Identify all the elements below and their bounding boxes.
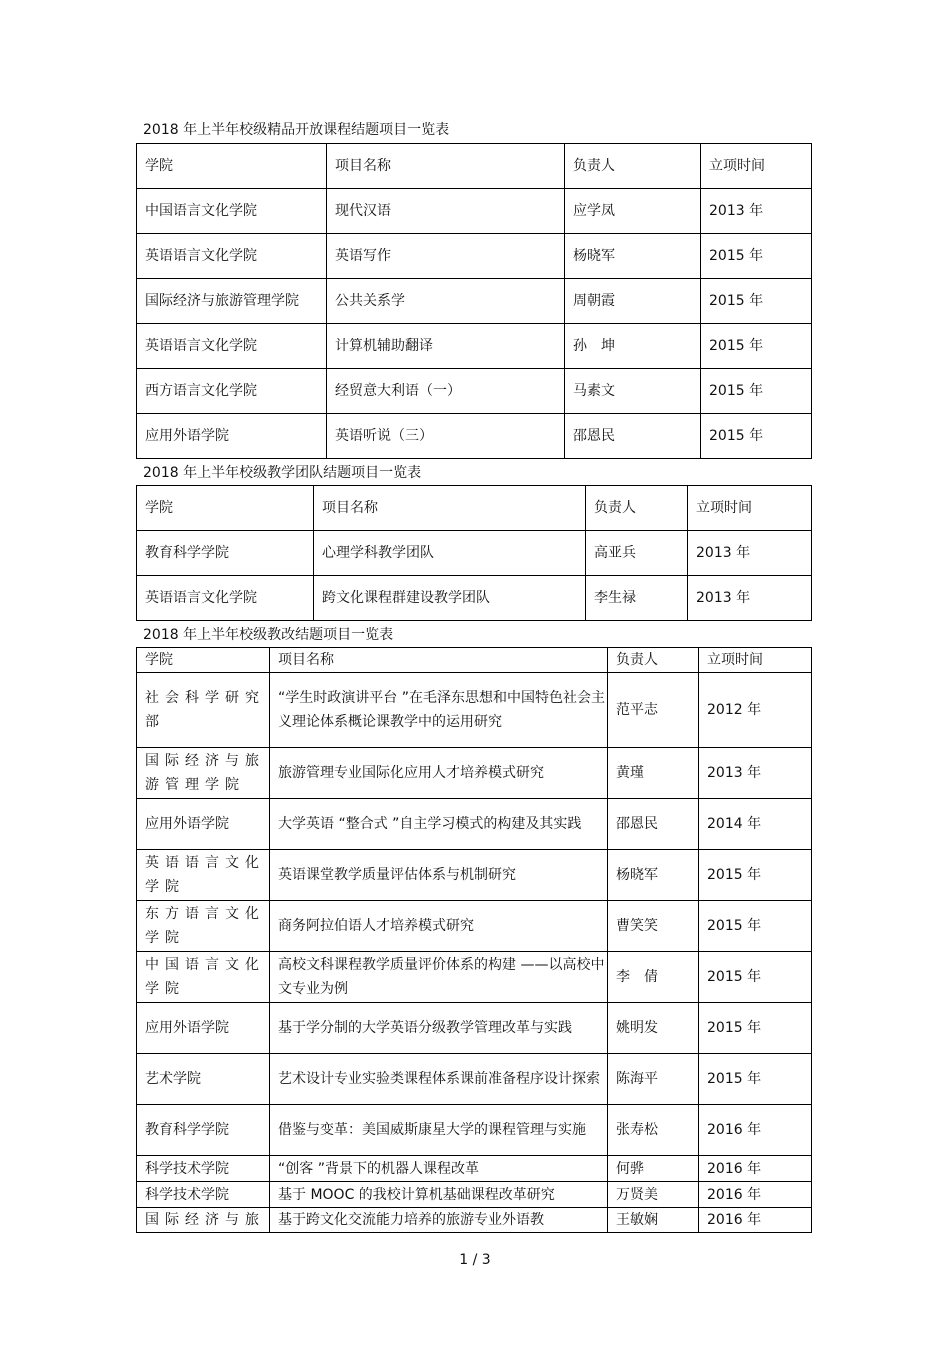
cell-college: 国际经济与旅游管理学院 [137,279,327,324]
table-row [137,673,812,748]
cell-leader: 应学凤 [565,189,701,234]
cell-project: 大学英语 “整合式 ”自主学习模式的构建及其实践 [270,799,608,850]
cell-year: 2013 年 [701,189,812,234]
cell-leader: 高亚兵 [586,531,688,576]
header-college: 学院 [137,648,270,673]
cell-year: 2015 年 [701,279,812,324]
header-leader: 负责人 [586,486,688,531]
cell-leader: 曹笑笑 [608,901,699,952]
cell-college: 教育科学学院 [137,531,314,576]
cell-leader: 邵恩民 [608,799,699,850]
table3-caption: 2018 年上半年校级教改结题项目一览表 [143,627,394,643]
cell-year: 2016 年 [699,1208,812,1233]
header-year: 立项时间 [699,648,812,673]
header-project-name: 项目名称 [270,648,608,673]
cell-leader: 姚明发 [608,1003,699,1054]
cell-year: 2012 年 [699,673,812,748]
table-row [137,850,812,901]
cell-project: 计算机辅助翻译 [327,324,565,369]
cell-year: 2013 年 [688,531,812,576]
cell-year: 2016 年 [699,1105,812,1156]
table-row [137,901,812,952]
cell-leader: 李生禄 [586,576,688,621]
cell-college: 科学技术学院 [137,1156,270,1182]
table-header-row [137,648,812,673]
cell-project: 英语写作 [327,234,565,279]
table-course-projects [136,143,812,459]
cell-project: 艺术设计专业实验类课程体系课前准备程序设计探索 [270,1054,608,1105]
cell-project: 高校文科课程教学质量评价体系的构建 ——以高校中文专业为例 [270,952,608,1003]
table-row [137,1182,812,1208]
cell-year: 2015 年 [701,414,812,459]
cell-year: 2015 年 [699,901,812,952]
cell-year: 2015 年 [699,1054,812,1105]
cell-college: 应用外语学院 [137,799,270,850]
cell-leader: 张寿松 [608,1105,699,1156]
cell-project: 基于学分制的大学英语分级教学管理改革与实践 [270,1003,608,1054]
page-number: 1 / 3 [459,1252,491,1268]
cell-project: 经贸意大利语（一） [327,369,565,414]
table1-caption: 2018 年上半年校级精品开放课程结题项目一览表 [143,122,450,138]
cell-project: 借鉴与变革：美国威斯康星大学的课程管理与实施 [270,1105,608,1156]
cell-year: 2014 年 [699,799,812,850]
cell-leader: 周朝霞 [565,279,701,324]
cell-project: 心理学科教学团队 [314,531,586,576]
cell-project: 跨文化课程群建设教学团队 [314,576,586,621]
cell-project: 商务阿拉伯语人才培养模式研究 [270,901,608,952]
cell-year: 2015 年 [701,324,812,369]
table-teaching-reform [136,647,812,1233]
cell-college: 英语语言文化学院 [137,324,327,369]
cell-year: 2015 年 [701,234,812,279]
table-row [137,234,812,279]
table-row [137,414,812,459]
table-row [137,1054,812,1105]
cell-project: 现代汉语 [327,189,565,234]
table-teaching-teams [136,485,812,621]
cell-college: 英语语言文化学院 [137,234,327,279]
cell-college: 教育科学学院 [137,1105,270,1156]
cell-project: 公共关系学 [327,279,565,324]
cell-college: 国际经济与旅 [137,1208,270,1233]
table2-body [137,486,812,621]
cell-project: “创客 ”背景下的机器人课程改革 [270,1156,608,1182]
cell-year: 2013 年 [688,576,812,621]
table1-body [137,144,812,459]
cell-leader: 杨晓军 [608,850,699,901]
cell-college: 中国语言文化学院 [137,952,270,1003]
cell-year: 2015 年 [699,952,812,1003]
cell-leader: 陈海平 [608,1054,699,1105]
cell-college: 英语语言文化学院 [137,576,314,621]
cell-college: 西方语言文化学院 [137,369,327,414]
cell-leader: 何骅 [608,1156,699,1182]
cell-project: 英语课堂教学质量评估体系与机制研究 [270,850,608,901]
header-leader: 负责人 [565,144,701,189]
cell-project: 基于 MOOC 的我校计算机基础课程改革研究 [270,1182,608,1208]
table-row [137,1156,812,1182]
cell-leader: 孙 坤 [565,324,701,369]
table-row [137,799,812,850]
header-year: 立项时间 [688,486,812,531]
cell-leader: 范平志 [608,673,699,748]
cell-leader: 李 倩 [608,952,699,1003]
cell-leader: 万贤美 [608,1182,699,1208]
header-year: 立项时间 [701,144,812,189]
cell-college: 应用外语学院 [137,1003,270,1054]
cell-project: 基于跨文化交流能力培养的旅游专业外语教 [270,1208,608,1233]
table-row [137,1105,812,1156]
cell-year: 2013 年 [699,748,812,799]
cell-leader: 杨晓军 [565,234,701,279]
cell-leader: 王敏娴 [608,1208,699,1233]
table-row [137,324,812,369]
cell-college: 国际经济与旅游管理学院 [137,748,270,799]
cell-year: 2015 年 [699,1003,812,1054]
header-leader: 负责人 [608,648,699,673]
cell-college: 英语语言文化学院 [137,850,270,901]
table-header-row [137,144,812,189]
cell-year: 2016 年 [699,1182,812,1208]
cell-college: 应用外语学院 [137,414,327,459]
header-college: 学院 [137,486,314,531]
cell-leader: 邵恩民 [565,414,701,459]
table-row [137,576,812,621]
cell-year: 2015 年 [701,369,812,414]
table2-caption: 2018 年上半年校级教学团队结题项目一览表 [143,465,422,481]
table-row [137,1208,812,1233]
cell-college: 中国语言文化学院 [137,189,327,234]
table-row [137,279,812,324]
header-college: 学院 [137,144,327,189]
cell-college: 艺术学院 [137,1054,270,1105]
table-row [137,952,812,1003]
header-project-name: 项目名称 [327,144,565,189]
table3-body [137,648,812,1233]
table-row [137,531,812,576]
cell-year: 2015 年 [699,850,812,901]
cell-leader: 黄瑾 [608,748,699,799]
table-row [137,748,812,799]
cell-project: 旅游管理专业国际化应用人才培养模式研究 [270,748,608,799]
cell-leader: 马素文 [565,369,701,414]
header-project-name: 项目名称 [314,486,586,531]
table-row [137,369,812,414]
cell-year: 2016 年 [699,1156,812,1182]
table-row [137,1003,812,1054]
cell-project: “学生时政演讲平台 ”在毛泽东思想和中国特色社会主义理论体系概论课教学中的运用研究 [270,673,608,748]
table-header-row [137,486,812,531]
cell-college: 科学技术学院 [137,1182,270,1208]
cell-college: 东方语言文化学院 [137,901,270,952]
table-row [137,189,812,234]
cell-project: 英语听说（三） [327,414,565,459]
cell-college: 社会科学研究部 [137,673,270,748]
